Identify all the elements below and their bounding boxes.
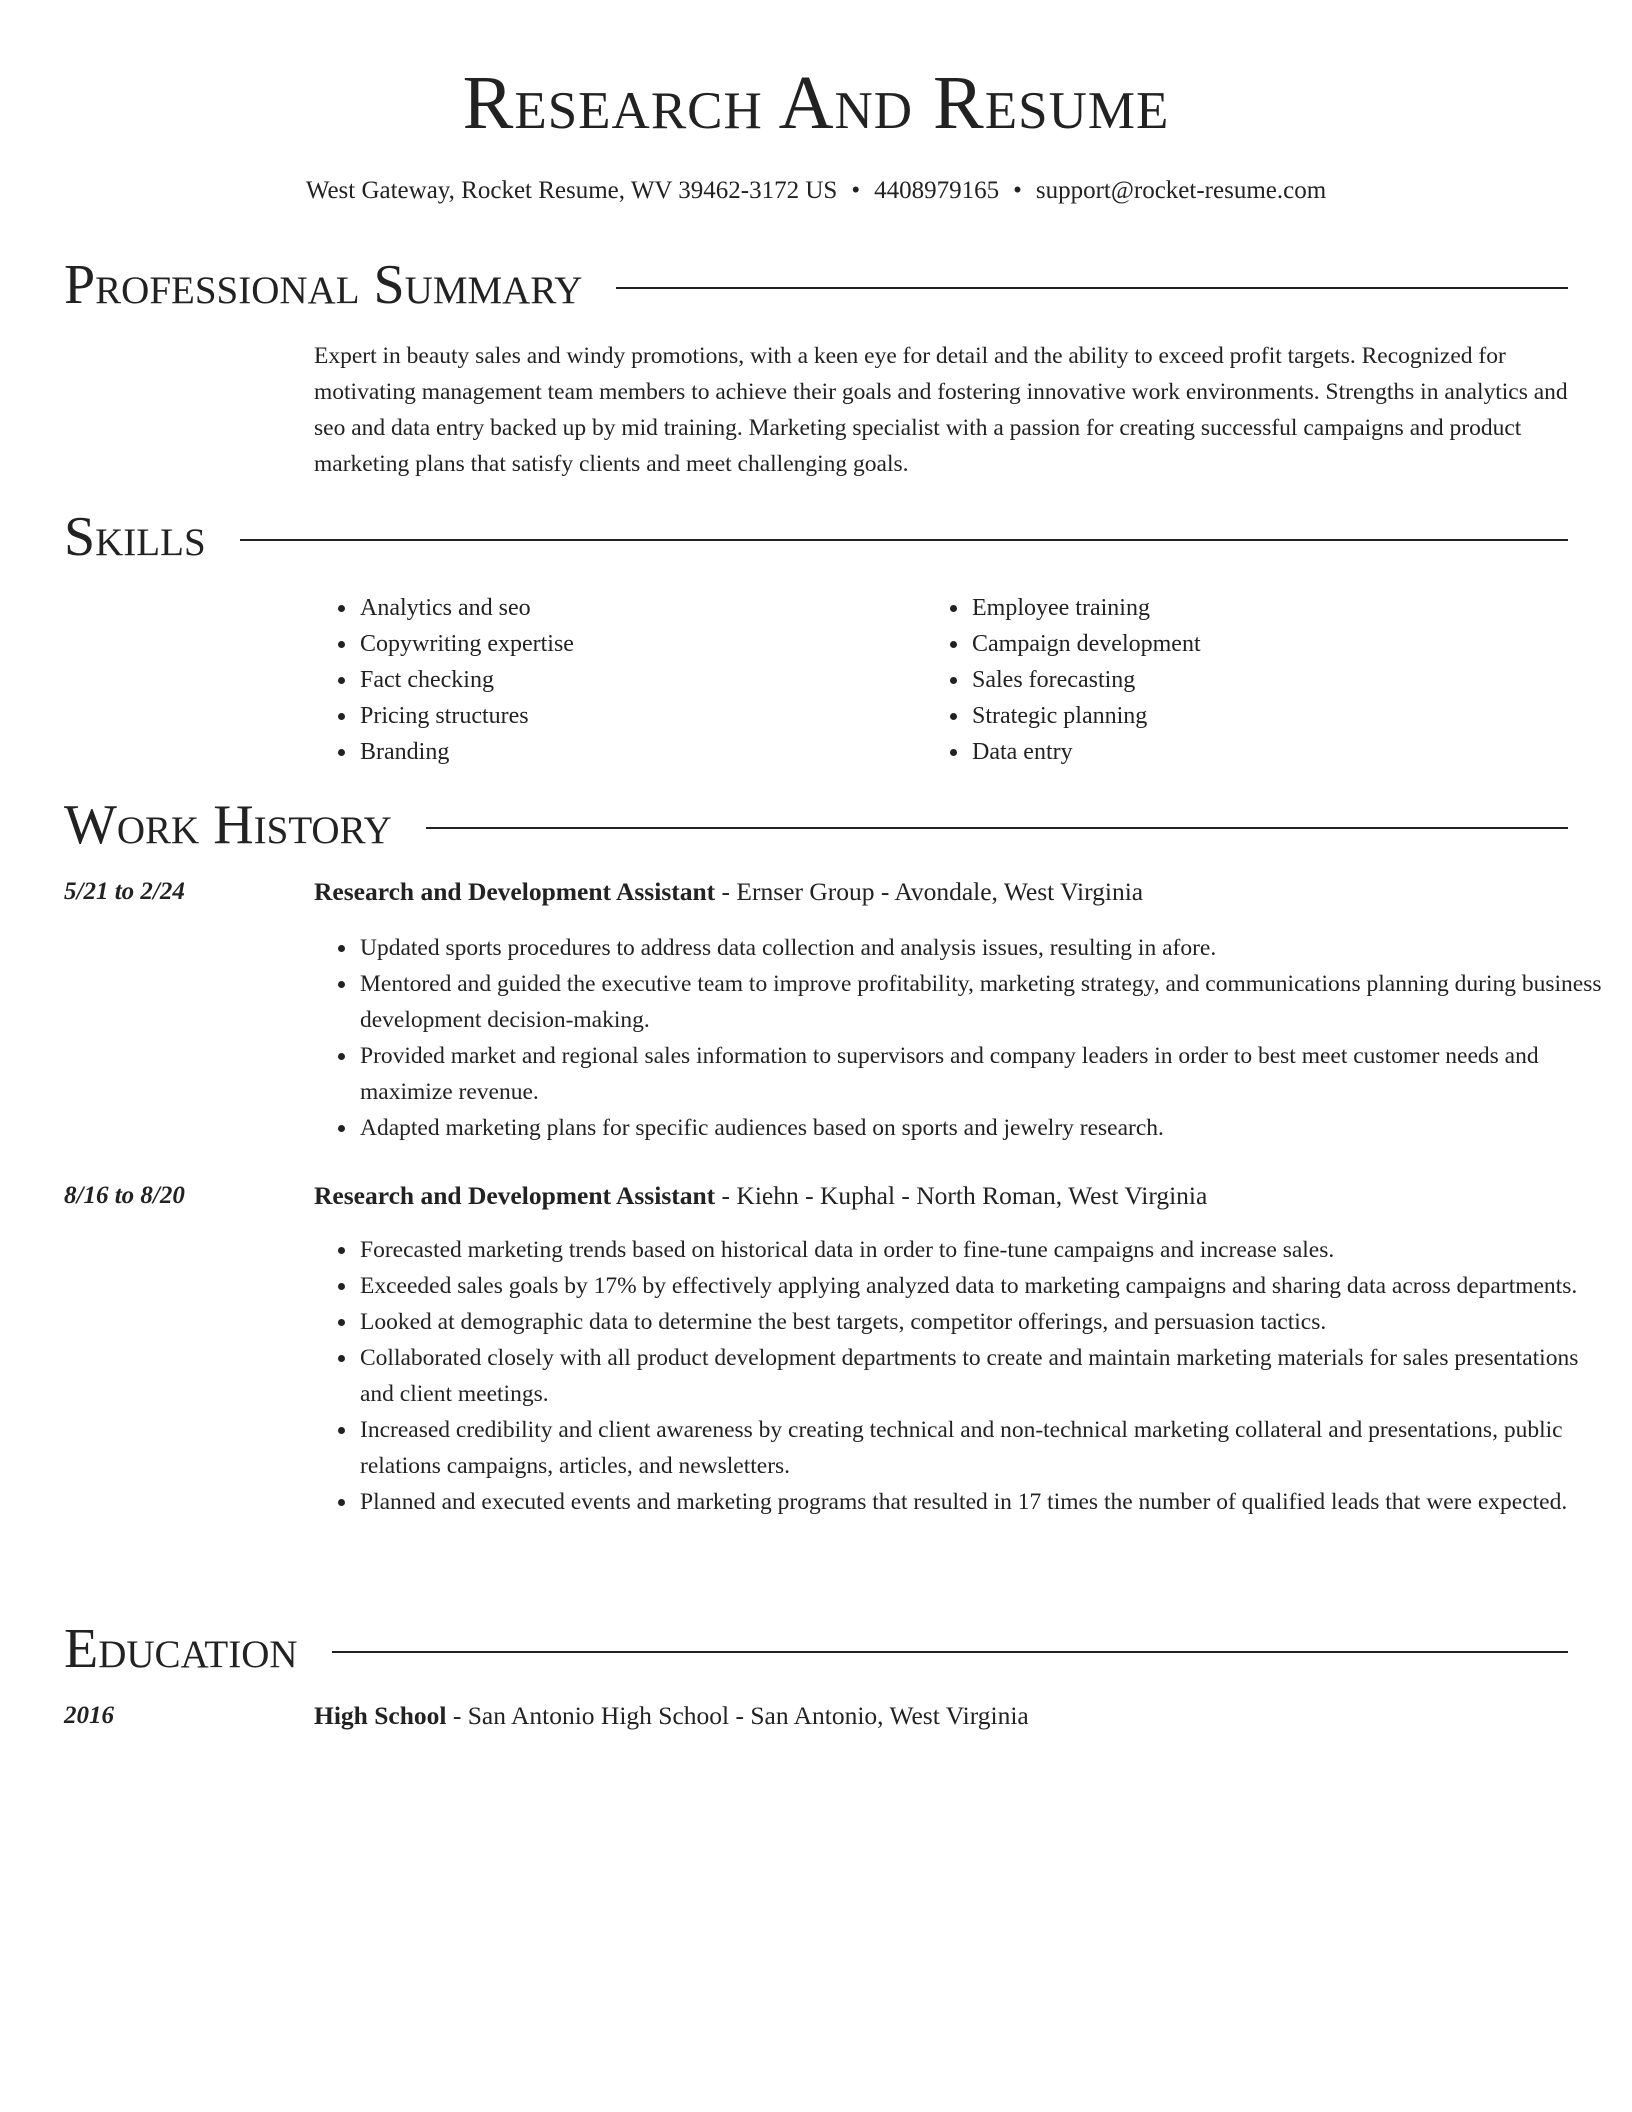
- job-dates: 5/21 to 2/24: [64, 878, 185, 905]
- skill-item: • Branding: [358, 734, 574, 770]
- contact-phone: 4408979165: [874, 177, 1000, 204]
- skills-section-header: [64, 502, 1568, 572]
- education-year: 2016: [64, 1702, 114, 1729]
- education-degree: High School: [314, 1701, 447, 1730]
- summary-text: Expert in beauty sales and windy promotions, with a keen eye for detail and the ability to exceed profit targets. Recognized for motivating management team members to achieve their goals and fostering innovative work environments. Strengths in analytics and seo and data entry backed up by mid training. Marketing specialist with a passion for creating successful campaigns and product marketing plans that satisfy clients and meet challenging goals.: [314, 343, 1568, 477]
- work-section-header: [64, 790, 1568, 860]
- section-divider: [240, 539, 1568, 541]
- contact-separator: •: [851, 177, 861, 204]
- contact-address: West Gateway, Rocket Resume, WV 39462-3172 US: [305, 177, 838, 204]
- job-role: Research and Development Assistant: [314, 1181, 716, 1210]
- skill-item: • Fact checking: [358, 662, 574, 698]
- job-bullet: • Looked at demographic data to determine the best targets, competitor offerings, and persuasion tactics.: [358, 1304, 1612, 1340]
- skills-list-left: [314, 590, 574, 770]
- job-dates: 8/16 to 8/20: [64, 1182, 185, 1209]
- job-bullet: • Updated sports procedures to address data collection and analysis issues, resulting in afore.: [358, 930, 1612, 966]
- work-title: Work History: [64, 794, 392, 856]
- job-bullet: • Planned and executed events and marketing programs that resulted in 17 times the number of qualified leads that were expected.: [358, 1484, 1612, 1520]
- section-divider: [426, 827, 1568, 829]
- skill-item: • Employee training: [970, 590, 1201, 626]
- job-bullets: [314, 930, 1612, 1146]
- job-bullet: • Mentored and guided the executive team to improve profitability, marketing strategy, and communications planning during business development decision-making.: [358, 966, 1612, 1038]
- skills-title: Skills: [64, 506, 206, 568]
- contact-line: [0, 174, 1632, 208]
- job-bullet: • Exceeded sales goals by 17% by effectively applying analyzed data to marketing campaigns and sharing data across departments.: [358, 1268, 1612, 1304]
- job-heading: [314, 874, 1568, 910]
- skill-item: • Data entry: [970, 734, 1201, 770]
- job-bullet: • Provided market and regional sales information to supervisors and company leaders in order to best meet customer needs and maximize revenue.: [358, 1038, 1612, 1110]
- job-bullet: • Increased credibility and client awareness by creating technical and non-technical marketing collateral and presentations, public relations campaigns, articles, and newsletters.: [358, 1412, 1612, 1484]
- section-divider: [616, 287, 1568, 289]
- resume-name: Research And Resume: [462, 61, 1170, 145]
- skills-list-right: [926, 590, 1201, 770]
- education-heading: [314, 1698, 1568, 1734]
- skill-item: • Strategic planning: [970, 698, 1201, 734]
- job-details: - Kiehn - Kuphal - North Roman, West Virginia: [715, 1181, 1208, 1210]
- skill-item: • Analytics and seo: [358, 590, 574, 626]
- section-divider: [332, 1651, 1568, 1653]
- summary-title: Professional Summary: [64, 254, 583, 316]
- education-section-header: [64, 1614, 1568, 1684]
- contact-separator: •: [1013, 177, 1022, 204]
- contact-email[interactable]: support@rocket-resume.com: [1035, 177, 1327, 204]
- skill-item: • Pricing structures: [358, 698, 574, 734]
- education-details: - San Antonio High School - San Antonio, West Virginia: [446, 1701, 1029, 1730]
- job-role: Research and Development Assistant: [314, 877, 716, 906]
- skill-item: • Sales forecasting: [970, 662, 1201, 698]
- skill-item: • Campaign development: [970, 626, 1201, 662]
- job-details: - Ernser Group - Avondale, West Virginia: [715, 877, 1144, 906]
- job-bullet: • Collaborated closely with all product development departments to create and maintain marketing materials for sales presentations and client meetings.: [358, 1340, 1612, 1412]
- job-bullet: • Forecasted marketing trends based on historical data in order to fine-tune campaigns and increase sales.: [358, 1232, 1612, 1268]
- job-heading: [314, 1178, 1568, 1214]
- job-bullets: [314, 1232, 1612, 1520]
- summary-section-header: [64, 250, 1568, 320]
- skill-item: • Copywriting expertise: [358, 626, 574, 662]
- job-bullet: • Adapted marketing plans for specific audiences based on sports and jewelry research.: [358, 1110, 1612, 1146]
- education-title: Education: [64, 1618, 298, 1680]
